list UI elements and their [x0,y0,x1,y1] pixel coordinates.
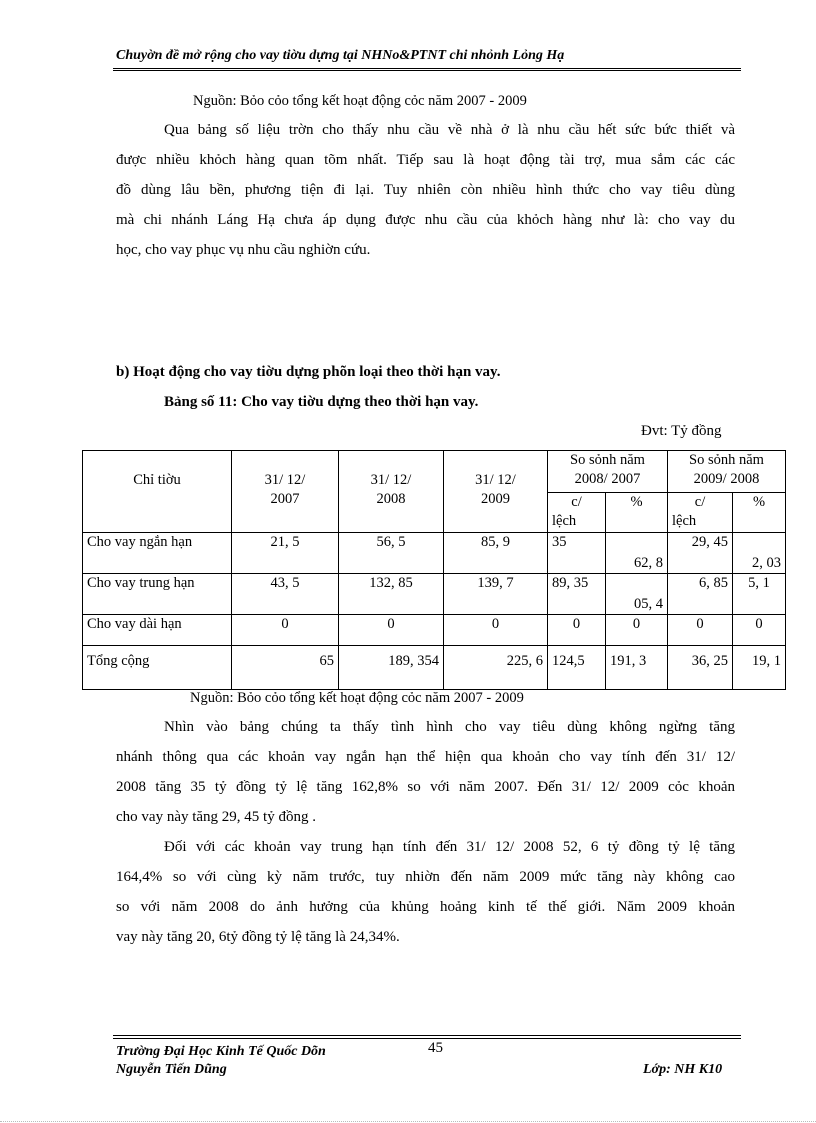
footer-rule [113,1035,741,1036]
header-pct-1: % [606,493,668,533]
cell-pct2: 5, 1 [733,574,786,615]
para1-line-4: mà chi nhánh Láng Hạ chưa áp dụng được nhu cầu của khỏch hàng như là: cho vay du [116,212,735,228]
header-pct-2: % [733,493,786,533]
unit-label: Đvt: Tỷ đồng [641,423,722,439]
header-indicator: Chỉ tiờu [83,451,232,533]
cell-2007: 21, 5 [232,533,339,574]
cell-diff2: 29, 45 [668,533,733,574]
cell-pct2: 19, 1 [733,646,786,690]
table-row [83,615,786,646]
cell-diff2: 6, 85 [668,574,733,615]
cell-diff2: 0 [668,615,733,646]
cell-diff1: 124,5 [548,646,606,690]
para1-line-3: đồ dùng lâu bền, phương tiện đi lại. Tuy nhiên còn nhiều hình thức cho vay tiêu dùng [116,182,735,198]
cell-2008: 0 [339,615,444,646]
cell-pct1: 191, 3 [606,646,668,690]
header-diff-2 [668,493,733,533]
footer-school: Trường Đại Học Kinh Tế Quốc Dõn [116,1044,326,1059]
diff2-line2: lệch [672,513,697,529]
header-diff-1 [548,493,606,533]
para2-line-2: nhánh thông qua các khoản vay ngắn hạn thể hiện qua khoản cho vay tính đến 31/ 12/ [116,749,735,765]
header-2009-line2: 2009 [481,491,510,507]
header-2008-line1: 31/ 12/ [370,472,412,488]
cell-2009: 85, 9 [444,533,548,574]
header-rule-2 [113,70,741,71]
header-2009 [444,451,548,533]
header-compare-2009-2008 [668,451,786,493]
para1-line-1: Qua bảng số liệu trờn cho thấy nhu cầu về nhà ở là nhu cầu hết sức bức thiết và [164,122,735,138]
para3-line-2: 164,4% so với cùng kỳ năm trước, tuy nhiờn đến năm 2009 mức tăng này không cao [116,869,735,885]
para1-line-5: học, cho vay phục vụ nhu cầu nghiờn cứu. [116,242,371,258]
para3-line-4: vay này tăng 20, 6tỷ đồng tỷ lệ tăng là 24,34%. [116,929,400,945]
cell-2008: 132, 85 [339,574,444,615]
header-2008 [339,451,444,533]
para3-line-1: Đối với các khoản vay trung hạn tính đến 31/ 12/ 2008 52, 6 tỷ đồng tỷ lệ tăng [164,839,735,855]
page-number: 45 [428,1040,443,1056]
cell-2007: 0 [232,615,339,646]
source-note-bottom: Nguồn: Bỏo cỏo tổng kết hoạt động cỏc năm 2007 - 2009 [190,690,524,706]
section-heading: b) Hoạt động cho vay tiờu dựng phõn loại theo thời hạn vay. [116,364,501,380]
diff1-line1: c/ [571,494,582,510]
table-row [83,533,786,574]
header-2009-line1: 31/ 12/ [475,472,516,488]
cell-diff1: 0 [548,615,606,646]
compare1-line1: So sỏnh năm [570,452,645,468]
cell-2008: 189, 354 [339,646,444,690]
cell-pct2: 0 [733,615,786,646]
para2-line-4: cho vay này tăng 29, 45 tỷ đồng . [116,809,316,825]
compare2-line2: 2009/ 2008 [693,471,760,487]
para3-line-3: so với năm 2008 do ảnh hưởng của khủng hoảng kinh tế thế giới. Năm 2009 khoản [116,899,735,915]
para1-line-2: được nhiều khỏch hàng quan tõm nhất. Tiếp sau là hoạt động tài trợ, mua sắm các các [116,152,735,168]
source-note-top: Nguồn: Bỏo cỏo tổng kết hoạt động cỏc năm 2007 - 2009 [193,93,527,109]
para2-line-1: Nhìn vào bảng chúng ta thấy tình hình cho vay tiêu dùng không ngừng tăng [164,719,735,735]
diff2-line1: c/ [694,494,706,510]
cell-2007: 43, 5 [232,574,339,615]
page-edge-dots [0,1121,816,1122]
row-label: Cho vay ngắn hạn [83,533,232,574]
header-2007 [232,451,339,533]
cell-2009: 0 [444,615,548,646]
cell-pct1: 62, 8 [606,533,668,574]
header-2007-line2: 2007 [270,491,300,507]
compare1-line2: 2008/ 2007 [574,471,641,487]
cell-2008: 56, 5 [339,533,444,574]
page-header-title: Chuyờn đề mở rộng cho vay tiờu dựng tại NHNo&PTNT chi nhỏnh Lỏng Hạ [116,48,565,63]
cell-2007: 65 [232,646,339,690]
cell-2009: 139, 7 [444,574,548,615]
header-2008-line2: 2008 [376,491,406,507]
footer-class: Lớp: NH K10 [643,1062,723,1077]
cell-diff1: 35 [548,533,606,574]
header-2007-line1: 31/ 12/ [264,472,306,488]
cell-diff2: 36, 25 [668,646,733,690]
header-compare-2008-2007 [548,451,668,493]
table-caption: Bảng số 11: Cho vay tiờu dựng theo thời hạn vay. [164,394,479,410]
row-label: Tổng cộng [83,646,232,690]
cell-2009: 225, 6 [444,646,548,690]
table-row [83,574,786,615]
loan-term-table [82,450,786,690]
cell-pct1: 0 [606,615,668,646]
row-label: Cho vay dài hạn [83,615,232,646]
row-label: Cho vay trung hạn [83,574,232,615]
cell-pct1: 05, 4 [606,574,668,615]
cell-pct2: 2, 03 [733,533,786,574]
footer-rule-2 [113,1038,741,1039]
header-rule [113,68,741,69]
para2-line-3: 2008 tăng 35 tỷ đồng tỷ lệ tăng 162,8% so với năm 2007. Đến 31/ 12/ 2009 cỏc khoản [116,779,735,795]
diff1-line2: lệch [552,513,577,529]
table-row-total [83,646,786,690]
cell-diff1: 89, 35 [548,574,606,615]
footer-author: Nguyễn Tiến Dũng [116,1062,227,1077]
compare2-line1: So sỏnh năm [689,452,764,468]
